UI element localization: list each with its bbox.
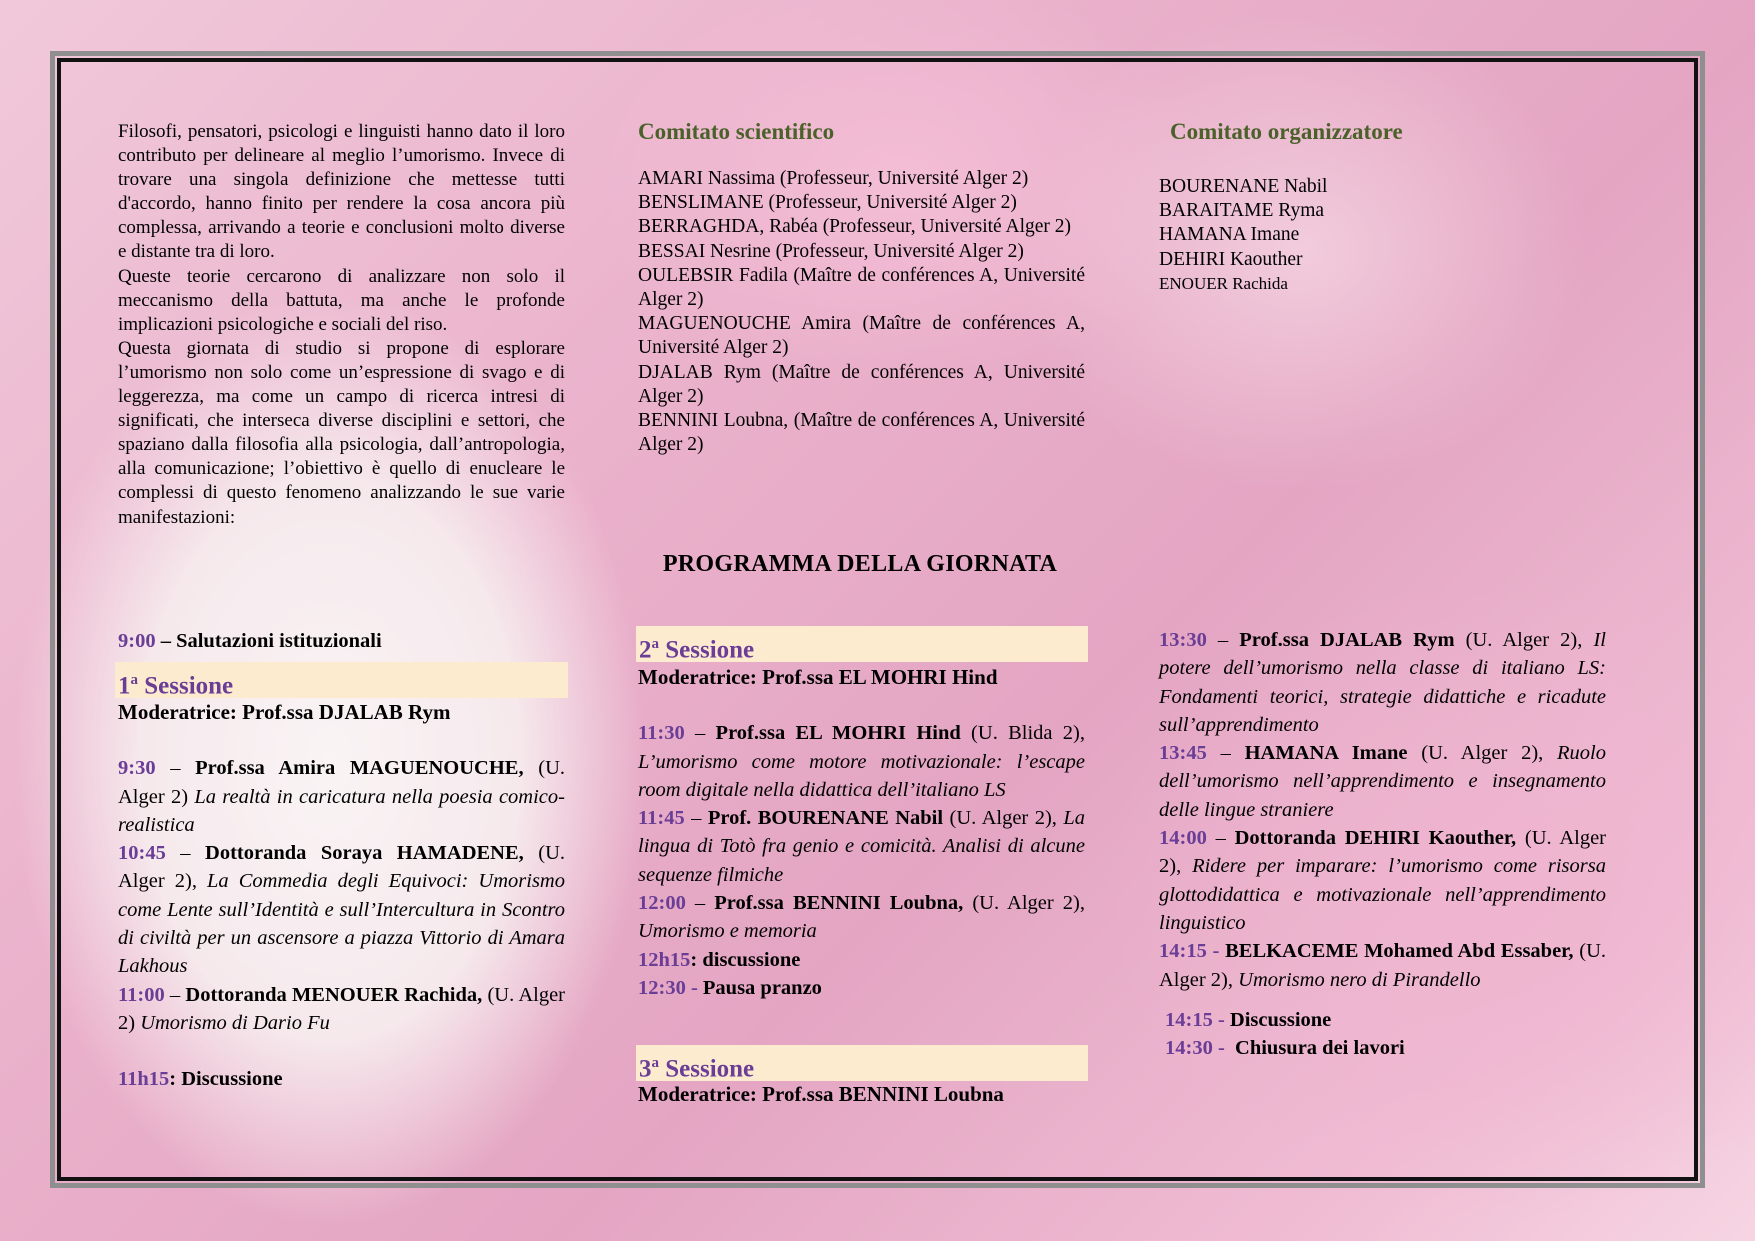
speaker-name: Prof.ssa BENNINI Loubna,: [714, 892, 964, 915]
session-2-header: 2$^a$ Sessione: [636, 626, 1088, 662]
organizer-member: BOURENANE Nabil: [1159, 176, 1328, 197]
organizer-member: DEHIRI Kaouther: [1159, 248, 1303, 270]
time-label: 11:45: [638, 807, 685, 830]
time-label: 12:30: [638, 976, 686, 999]
committee-member: MAGUENOUCHE Amira (Maître de conférences A, Université Alger 2): [638, 313, 1085, 359]
talk-item: 11:30 – Prof.ssa EL MOHRI Hind (U. Blida 2), L’umorismo come motore motivazionale: l’escape room digitale nella didattica dell’italiano LS: [638, 722, 1086, 801]
time-label: 13:30: [1159, 629, 1207, 651]
speaker-name: Prof.ssa EL MOHRI Hind: [715, 722, 961, 745]
time-label: 9:00: [118, 630, 156, 652]
talk-title: La lingua di Totò fra genio e comicità. Analisi di alcune sequenze filmiche: [638, 807, 1085, 886]
committee-member: BENSLIMANE (Professeur, Université Alger 2): [638, 192, 1017, 214]
time-label: 10:45: [118, 842, 166, 865]
time-label: 11:00: [118, 983, 165, 1006]
intro-paragraph-3: Questa giornata di studio si propone di esplorare l’umorismo non solo come un’espressione di svago e di leggerezza, ma come un campo di ricerca intresi di significati, che interseca diverse disciplini e settori, che spaziano dalla filosofia alla psicologia, dall’antropologia, alla comunicazione; l’obiettivo è quello di enucleare le complessi di questo fenomeno analizzando le sue varie manifestazioni:: [118, 337, 565, 528]
talk-item: 13:45 – HAMANA Imane (U. Alger 2), Ruolo dell’umorismo nell’apprendimento e insegnamento delle lingue straniere: [1159, 742, 1606, 821]
organizing-committee-title: Comitato organizzatore: [1170, 119, 1403, 144]
talk-title: Il potere dell’umorismo nella classe di italiano LS: Fondamenti teorici, strategie didattiche e ricadute sull’apprendimento: [1159, 629, 1606, 736]
talk-item: 11:00 – Dottoranda MENOUER Rachida, (U. Alger 2) Umorismo di Dario Fu: [118, 983, 565, 1034]
session-3-moderator: Moderatrice: Prof.ssa BENNINI Loubna: [638, 1082, 1004, 1106]
speaker-name: Prof. BOURENANE Nabil: [707, 807, 944, 830]
committee-member: OULEBSIR Fadila (Maître de conférences A, Université Alger 2): [638, 264, 1085, 311]
lunch-row: 12:30 - Pausa pranzo: [638, 976, 822, 999]
committee-member: DJALAB Rym (Maître de conférences A, Université Alger 2): [638, 361, 1085, 407]
time-label: 12h15: [638, 948, 691, 971]
talk-title: La realtà in caricatura nella poesia comico-realistica: [118, 785, 565, 836]
organizer-member: HAMANA Imane: [1159, 224, 1300, 246]
intro-text: [118, 120, 565, 530]
time-label: 9:30: [118, 757, 156, 780]
talk-item: 11:45 – Prof. BOURENANE Nabil (U. Alger 2), La lingua di Totò fra genio e comicità. Analisi di alcune sequenze filmiche: [638, 807, 1085, 886]
talk-item: 9:30 – Prof.ssa Amira MAGUENOUCHE, (U. Alger 2) La realtà in caricatura nella poesia comico-realistica: [118, 757, 566, 836]
event-label: Salutazioni istituzionali: [176, 630, 382, 652]
time-label: 14:00: [1159, 827, 1207, 850]
program-title: PROGRAMMA DELLA GIORNATA: [662, 551, 1058, 577]
scientific-committee-list: [638, 167, 1085, 457]
speaker-name: Dottoranda Soraya HAMADENE,: [205, 842, 524, 865]
time-label: 14:15: [1165, 1008, 1213, 1031]
time-label: 11h15: [118, 1068, 170, 1091]
speaker-name: Prof.ssa DJALAB Rym: [1239, 629, 1455, 651]
scientific-committee-title: Comitato scientifico: [638, 119, 835, 144]
talk-item: 10:45 – Dottoranda Soraya HAMADENE, (U. Alger 2), La Commedia degli Equivoci: Umorismo come Lente sull’Identità e sull’Intercultura in Scontro di civiltà per un ascensore a piazza Vittorio di Amara Lakhous: [118, 842, 566, 978]
session-1-header: 1$^a$ Sessione: [115, 662, 568, 698]
talk-item: 13:30 – Prof.ssa DJALAB Rym (U. Alger 2), Il potere dell’umorismo nella classe di italiano LS: Fondamenti teorici, strategie didattiche e ricadute sull’apprendimento: [1159, 629, 1606, 736]
talk-title: Ridere per imparare: l’umorismo come risorsa glottodidattica e motivazionale nell’apprendimento linguistico: [1159, 855, 1606, 934]
organizer-member: BARAITAME Ryma: [1159, 200, 1325, 222]
talk-title: Umorismo nero di Pirandello: [1238, 968, 1481, 991]
talk-item: 14:00 – Dottoranda DEHIRI Kaouther, (U. Alger 2), Ridere per imparare: l’umorismo come risorsa glottodidattica e motivazionale nell’apprendimento linguistico: [1159, 827, 1606, 934]
talk-title: Umorismo e memoria: [638, 920, 817, 943]
speaker-name: Prof.ssa Amira MAGUENOUCHE,: [195, 757, 524, 780]
talk-item: 14:15 - BELKACEME Mohamed Abd Essaber, (U. Alger 2), Umorismo nero di Pirandello: [1159, 940, 1607, 991]
talk-title: La Commedia degli Equivoci: Umorismo come Lente sull’Identità e sull’Intercultura in Scontro di civiltà per un ascensore a piazza Vittorio di Amara Lakhous: [118, 870, 565, 978]
organizing-committee-list: [1159, 175, 1559, 296]
discussion-row: 12h15: discussione: [638, 948, 801, 971]
speaker-name: Dottoranda MENOUER Rachida,: [185, 983, 483, 1006]
organizer-member: ENOUER Rachida: [1159, 273, 1288, 293]
session-1-body: [118, 698, 565, 1094]
time-label: 14:15: [1159, 940, 1207, 963]
discussion-row: 14:15 - Discussione: [1165, 1008, 1332, 1031]
talk-item: 12:00 – Prof.ssa BENNINI Loubna, (U. Alger 2), Umorismo e memoria: [638, 892, 1085, 943]
session-2-body: [638, 663, 1085, 1002]
program-column-1: [118, 627, 565, 655]
time-label: 13:45: [1159, 742, 1207, 765]
time-label: 11:30: [638, 722, 685, 745]
speaker-name: HAMANA Imane: [1244, 742, 1408, 765]
intro-paragraph-1: Filosofi, pensatori, psicologi e linguisti hanno dato il loro contributo per delineare al meglio l’umorismo. Invece di trovare una singola definizione che mettesse tutti d'accordo, hanno finito per rendere la cosa ancora più complessa, arrivando a teorie e conclusioni molto diverse e distante tra di loro.: [118, 121, 565, 263]
opening-row: 9:00 – Salutazioni istituzionali: [118, 630, 382, 652]
speaker-name: Dottoranda DEHIRI Kaouther,: [1234, 827, 1517, 850]
intro-paragraph-2: Queste teorie cercarono di analizzare non solo il meccanismo della battuta, ma anche le profonde implicazioni psicologiche e sociali del riso.: [118, 265, 565, 335]
committee-member: AMARI Nassima (Professeur, Université Alger 2): [638, 168, 1029, 189]
committee-member: BENNINI Loubna, (Maître de conférences A, Université Alger 2): [638, 410, 1085, 456]
talk-title: Umorismo di Dario Fu: [140, 1011, 330, 1034]
session-3-body: [1159, 626, 1606, 1062]
committee-member: BESSAI Nesrine (Professeur, Université Alger 2): [638, 240, 1024, 262]
committee-member: BERRAGHDA, Rabéa (Professeur, Université Alger 2): [638, 216, 1072, 238]
speaker-name: BELKACEME Mohamed Abd Essaber,: [1225, 940, 1574, 963]
talk-title: L’umorismo come motore motivazionale: l’escape room digitale nella didattica dell’italiano LS: [638, 750, 1085, 801]
time-label: 14:30: [1165, 1037, 1213, 1060]
session-2-moderator: Moderatrice: Prof.ssa EL MOHRI Hind: [638, 665, 998, 689]
session-1-moderator: Moderatrice: Prof.ssa DJALAB Rym: [118, 700, 451, 724]
session-3-header: 3$^a$ Sessione: [636, 1045, 1088, 1081]
talk-title: Ruolo dell’umorismo nell’apprendimento e insegnamento delle lingue straniere: [1159, 742, 1606, 821]
discussion-row: 11h15: Discussione: [118, 1068, 283, 1091]
closing-row: 14:30 - Chiusura dei lavori: [1165, 1037, 1405, 1060]
time-label: 12:00: [638, 892, 686, 915]
